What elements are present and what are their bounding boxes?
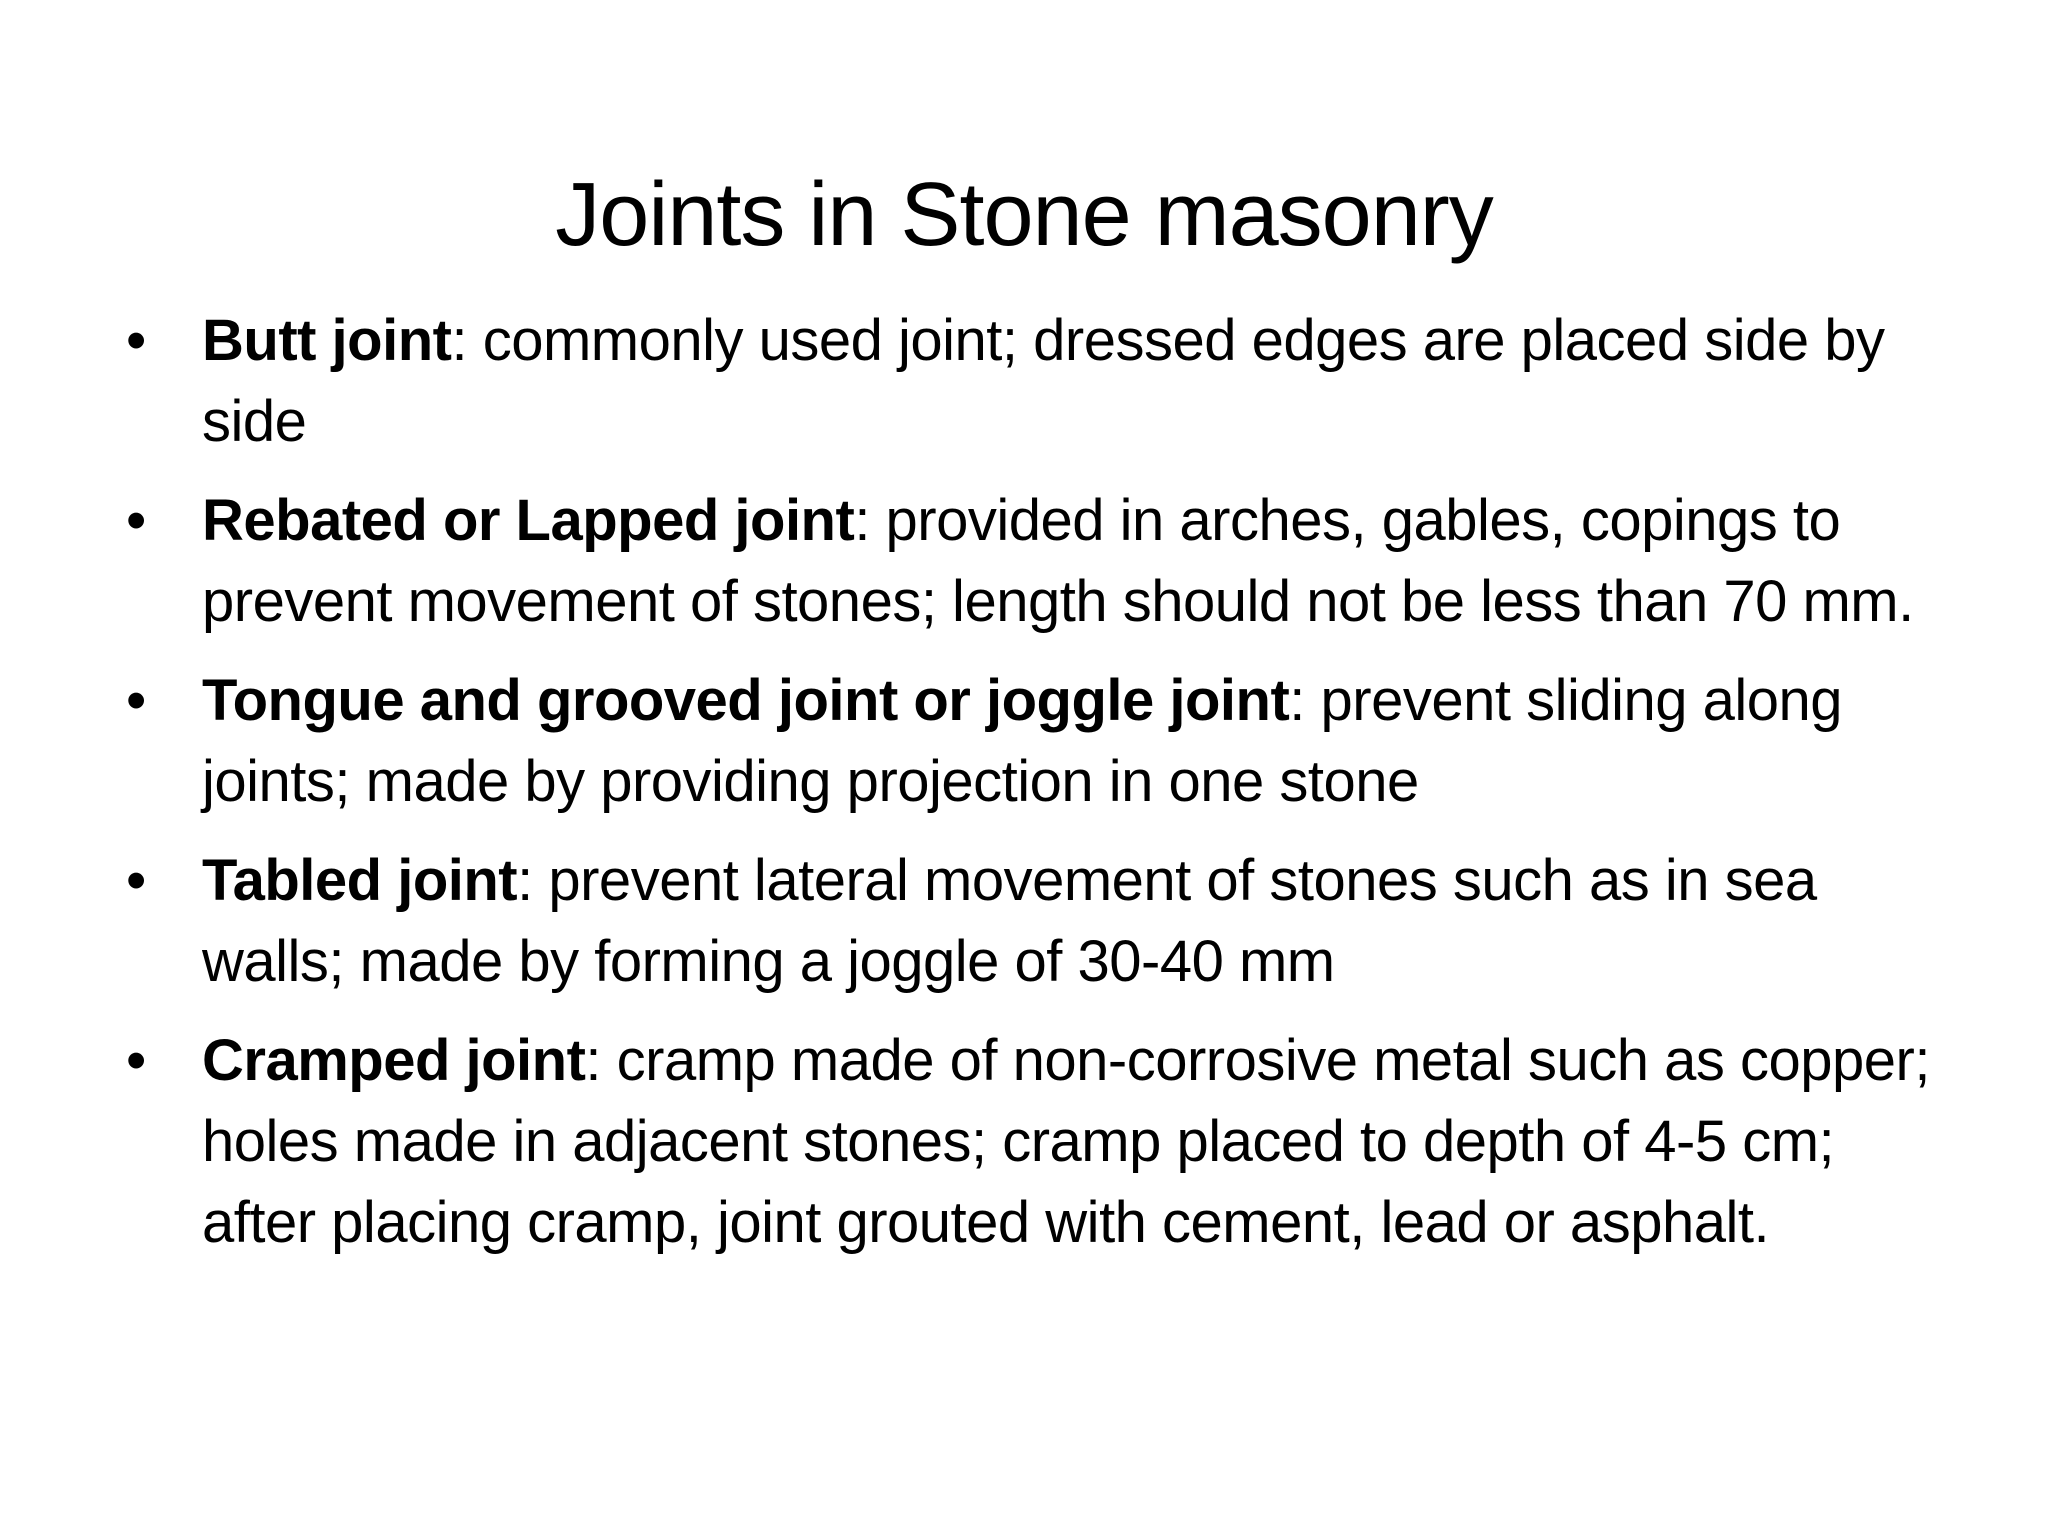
bullet-separator: : [517,848,533,913]
slide-title: Joints in Stone masonry [555,165,1493,266]
bullet-item-cramped-joint [120,1020,1950,1263]
bullet-term: Tongue and grooved joint or joggle joint [202,668,1290,733]
bullet-icon: • [126,488,146,553]
bullet-icon: • [126,308,146,373]
bullet-separator: : [451,308,468,373]
bullet-term: Tabled joint [202,848,518,913]
bullet-item-tabled-joint [120,840,1950,1002]
bullet-text: provided in arches, gables, copings to prevent movement of stones; length should not be less than 70 mm. [202,488,1914,634]
bullet-item-butt-joint [120,300,1950,462]
bullet-text: cramp made of non-corrosive metal such as copper; holes made in adjacent stones; cramp placed to depth of 4-5 cm; after placing cramp, joint grouted with cement, lead or asphalt. [202,1028,1930,1255]
bullet-text: prevent lateral movement of stones such as in sea walls; made by forming a joggle of 30-40 mm [202,848,1817,994]
bullet-text: prevent sliding along joints; made by providing projection in one stone [202,668,1843,814]
bullet-icon: • [126,1028,146,1093]
bullet-separator: : [1289,668,1305,733]
bullet-term: Cramped joint [202,1028,586,1093]
bullet-item-tongue-groove-joint [120,660,1950,822]
bullet-item-rebated-joint [120,480,1950,642]
bullet-separator: : [585,1028,602,1093]
bullet-term: Butt joint [202,308,452,373]
bullet-text: commonly used joint; dressed edges are placed side by side [202,308,1885,454]
bullet-list [120,300,1950,1281]
bullet-icon: • [126,848,146,913]
bullet-icon: • [126,668,146,733]
bullet-separator: : [854,488,870,553]
bullet-term: Rebated or Lapped joint [202,488,855,553]
